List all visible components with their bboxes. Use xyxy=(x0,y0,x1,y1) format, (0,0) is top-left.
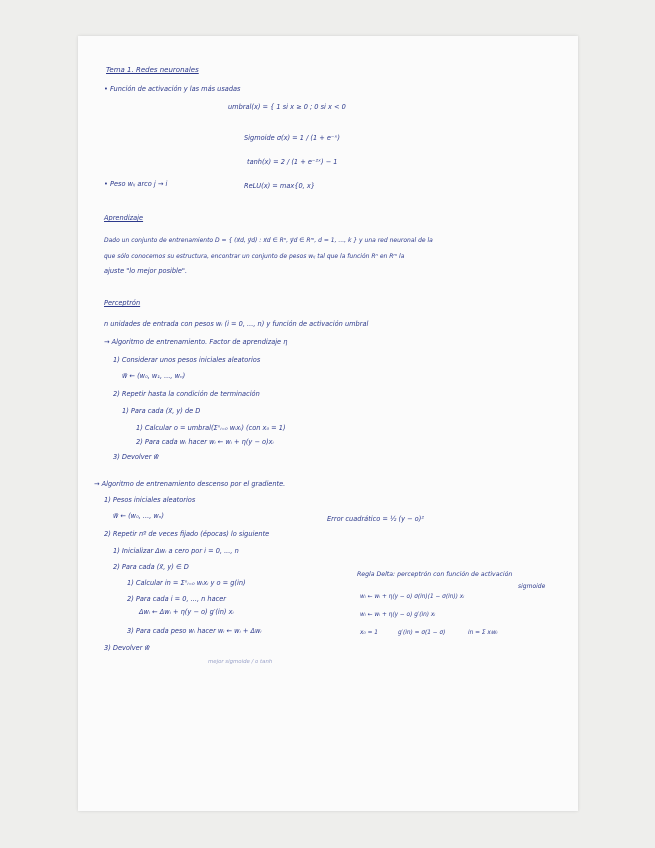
aprendizaje-heading: Aprendizaje xyxy=(104,214,144,222)
page-title: Tema 1. Redes neuronales xyxy=(106,66,199,74)
aprendizaje-line-2: que sólo conocemos su estructura, encontrar un conjunto de pesos wᵢⱼ tal que la función Rⁿ en Rᵐ la xyxy=(104,253,405,260)
umbral-formula: umbral(x) = { 1 si x ≥ 0 ; 0 si x < 0 xyxy=(228,103,346,111)
weights-bullet: • Peso wᵢⱼ arco j → i xyxy=(104,180,168,188)
alg1-step-2-1: 1) Para cada (x⃗, y) de D xyxy=(122,407,201,415)
sigmoide-formula: Sigmoide σ(x) = 1 / (1 + e⁻ˣ) xyxy=(244,134,340,142)
alg2-step-2: 2) Repetir nº de veces fijado (épocas) lo siguiente xyxy=(104,530,270,538)
error-formula: Error cuadrático = ½ (y − o)² xyxy=(327,515,424,523)
delta-rule-eq-3a: x₀ = 1 xyxy=(360,630,378,636)
perceptron-heading: Perceptrón xyxy=(104,299,141,307)
alg2-title: → Algoritmo de entrenamiento descenso por el gradiente. xyxy=(94,480,286,488)
side-note: mejor sigmoide / o tanh xyxy=(208,659,273,665)
aprendizaje-line-1: Dado un conjunto de entrenamiento D = { (x⃗d, y⃗d) : x⃗d ∈ Rⁿ, y⃗d ∈ Rᵐ, d = 1, ..., k } y una red neuronal de la xyxy=(104,237,433,244)
aprendizaje-line-3: ajuste "lo mejor posible". xyxy=(104,267,188,275)
alg2-step-2-1: 1) Inicializar Δwᵢ a cero por i = 0, ..., n xyxy=(113,547,239,555)
delta-rule-eq-3c: in = Σ xᵢwᵢ xyxy=(468,630,498,636)
alg1-step-2-1-1: 1) Calcular o = umbral(Σⁿᵢ₌₀ wᵢxᵢ) (con x₀ = 1) xyxy=(136,424,286,432)
alg1-step-2-1-2: 2) Para cada wᵢ hacer wᵢ ← wᵢ + η(y − o)xᵢ xyxy=(136,438,274,446)
delta-rule-title: Regla Delta: perceptrón con función de activación xyxy=(357,571,513,578)
alg2-step-2-2-2: 2) Para cada i = 0, ..., n hacer xyxy=(127,595,227,603)
alg2-step-2-2-2-update: Δwᵢ ← Δwᵢ + η(y − o) g′(in) xᵢ xyxy=(139,608,234,616)
alg2-step-1: 1) Pesos iniciales aleatorios xyxy=(104,496,196,504)
perceptron-intro: n unidades de entrada con pesos wᵢ (i = 0, ..., n) y función de activación umbral xyxy=(104,320,369,328)
alg2-step-1-vector: w⃗ ← (w₀, ..., wₙ) xyxy=(113,512,164,520)
alg2-step-3: 3) Devolver w⃗ xyxy=(104,644,150,652)
alg1-step-3: 3) Devolver w⃗ xyxy=(113,453,159,461)
delta-rule-eq-1: wᵢ ← wᵢ + η(y − o) σ(in)(1 − σ(in)) xᵢ xyxy=(360,594,465,600)
alg1-title: → Algoritmo de entrenamiento. Factor de aprendizaje η xyxy=(104,338,288,346)
relu-formula: ReLU(x) = max{0, x} xyxy=(244,182,315,190)
delta-rule-eq-3b: g′(in) = σ(1 − σ) xyxy=(398,630,446,636)
alg1-step-1-vector: w⃗ ← (w₀, w₁, ..., wₙ) xyxy=(122,372,186,380)
alg2-step-2-2: 2) Para cada (x⃗, y) ∈ D xyxy=(113,563,189,571)
alg1-step-1: 1) Considerar unos pesos iniciales aleatorios xyxy=(113,356,261,364)
alg1-step-2: 2) Repetir hasta la condición de terminación xyxy=(113,390,260,398)
alg2-step-2-2-1: 1) Calcular in = Σⁿᵢ₌₀ wᵢxᵢ y o = g(in) xyxy=(127,579,246,587)
alg2-step-2-3: 3) Para cada peso wᵢ hacer wᵢ ← wᵢ + Δwᵢ xyxy=(127,627,262,635)
delta-rule-title-2: sigmoide xyxy=(518,583,546,590)
tanh-formula: tanh(x) = 2 / (1 + e⁻²ˣ) − 1 xyxy=(247,158,338,166)
activation-bullet: • Función de activación y las más usadas xyxy=(104,85,241,93)
delta-rule-eq-2: wᵢ ← wᵢ + η(y − o) g′(in) xᵢ xyxy=(360,612,436,618)
